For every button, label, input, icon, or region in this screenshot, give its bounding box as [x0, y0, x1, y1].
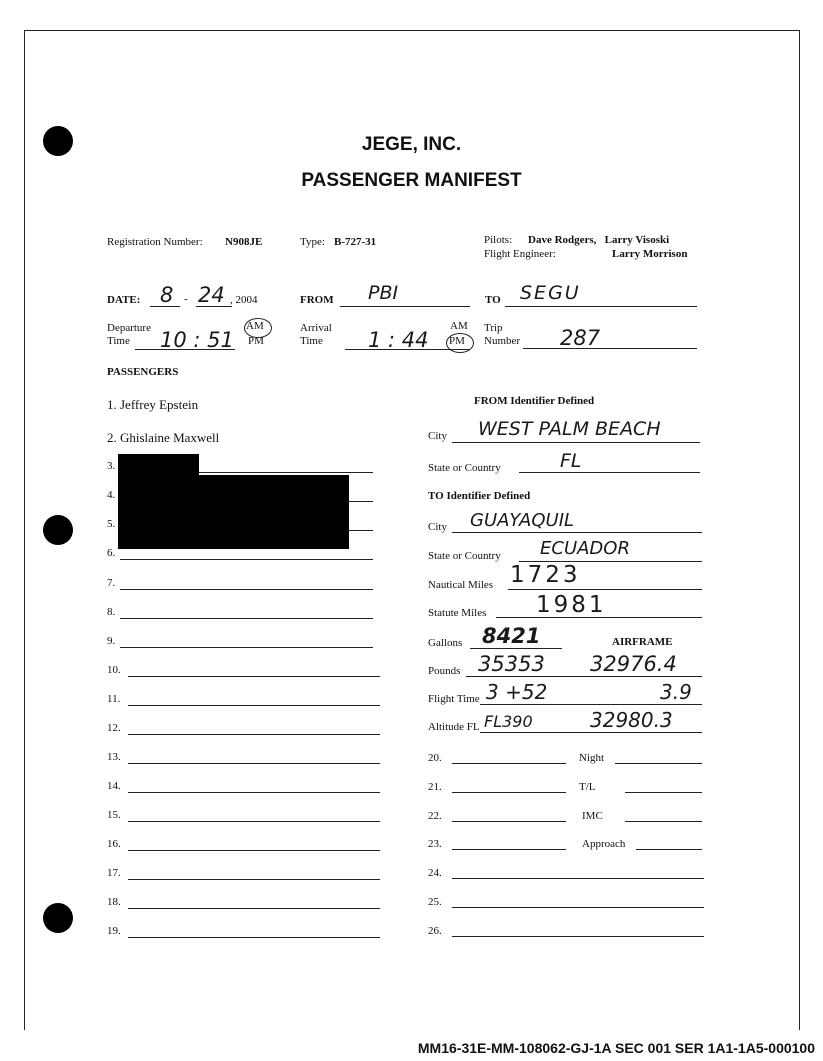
arrival-pm: PM	[449, 335, 465, 347]
trip-label: Trip	[484, 322, 503, 334]
passenger-row: 13.	[107, 751, 121, 763]
numbered-row-line	[452, 821, 566, 822]
from-city-value: WEST PALM BEACH	[478, 418, 661, 440]
date-year: , 2004	[230, 294, 258, 306]
numbered-row-line	[452, 849, 566, 850]
passenger-row: 12.	[107, 722, 121, 734]
redaction-block-1	[118, 454, 199, 476]
registration-label: Registration Number:	[107, 236, 203, 248]
passenger-row: 1. Jeffrey Epstein	[107, 397, 199, 412]
to-value: SEGU	[520, 282, 581, 304]
passenger-row: 9.	[107, 635, 116, 647]
passenger-line	[128, 879, 380, 880]
to-city-label: City	[428, 521, 447, 533]
redaction-block-2	[118, 475, 349, 549]
departure-am: AM	[246, 320, 264, 332]
punch-hole-middle	[43, 515, 73, 545]
numbered-row-label: 20.	[428, 752, 442, 764]
pilots-label: Pilots:	[484, 234, 513, 246]
passenger-row: 6.	[107, 547, 116, 559]
type-value: B-727-31	[334, 236, 377, 248]
passenger-row: 4.	[107, 489, 116, 501]
from-identifier-heading: FROM Identifier Defined	[474, 395, 595, 407]
flighttime-label: Flight Time	[428, 693, 480, 705]
numbered-row-label: 23.	[428, 838, 442, 850]
numbered-row-line	[452, 878, 704, 879]
registration-value: N908JE	[225, 236, 263, 248]
departure-value: 10 : 51	[160, 328, 234, 352]
arrival-time-label: Time	[300, 335, 323, 347]
tl-label: T/L	[579, 781, 596, 793]
statute-label: Statute Miles	[428, 607, 487, 619]
engineer-value: Larry Morrison	[612, 248, 688, 260]
passenger-row: 19.	[107, 925, 121, 937]
passenger-row: 15.	[107, 809, 121, 821]
passenger-row: 17.	[107, 867, 121, 879]
airframe-altitude-value: 32980.3	[590, 708, 673, 732]
to-city-value: GUAYAQUIL	[470, 510, 575, 531]
passenger-row: 8.	[107, 606, 116, 618]
passenger-line	[128, 763, 380, 764]
passenger-line	[128, 821, 380, 822]
numbered-row-line	[452, 792, 566, 793]
from-city-label: City	[428, 430, 447, 442]
company-name: JEGE, INC.	[361, 134, 462, 155]
approach-label: Approach	[582, 838, 626, 850]
pounds-label: Pounds	[428, 665, 461, 677]
passenger-line	[128, 908, 380, 909]
passenger-line	[128, 850, 380, 851]
trip-number-value: 287	[560, 326, 601, 350]
bates-number: MM16-31E-MM-108062-GJ-1A SEC 001 SER 1A1-1A5-000100	[417, 1040, 815, 1056]
nautical-label: Nautical Miles	[428, 579, 494, 591]
arrival-am: AM	[450, 320, 468, 332]
passenger-line	[120, 589, 373, 590]
date-label: DATE:	[107, 294, 141, 306]
nautical-value: 1723	[510, 562, 581, 588]
from-state-value: FL	[560, 450, 582, 472]
passenger-line	[120, 559, 373, 560]
date-month: 8	[160, 283, 174, 307]
passenger-row: 7.	[107, 577, 116, 589]
passenger-line	[128, 734, 380, 735]
punch-hole-bottom	[43, 903, 73, 933]
altitude-label: Altitude FL	[428, 721, 480, 733]
passenger-line	[120, 618, 373, 619]
pounds-value: 35353	[478, 652, 545, 676]
to-label: TO	[485, 294, 501, 306]
date-day: 24	[198, 283, 225, 307]
to-state-label: State or Country	[428, 550, 501, 562]
passenger-row: 14.	[107, 780, 121, 792]
night-label: Night	[579, 752, 605, 764]
passenger-line	[120, 647, 373, 648]
passenger-row: 5.	[107, 518, 116, 530]
numbered-row-line	[452, 907, 704, 908]
passenger-line	[128, 705, 380, 706]
to-state-value: ECUADOR	[540, 538, 630, 559]
gallons-value: 8421	[482, 624, 541, 648]
numbered-row-line	[452, 763, 566, 764]
pilots-value: Dave Rodgers, Larry Visoski	[528, 234, 670, 246]
passenger-row: 2. Ghislaine Maxwell	[107, 430, 220, 445]
airframe-heading: AIRFRAME	[612, 636, 673, 648]
statute-value: 1981	[536, 592, 607, 618]
departure-time-label: Time	[107, 335, 130, 347]
gallons-label: Gallons	[428, 637, 463, 649]
numbered-row-label: 25.	[428, 896, 442, 908]
from-state-label: State or Country	[428, 462, 501, 474]
type-label: Type:	[300, 236, 325, 248]
airframe-pounds-value: 32976.4	[590, 652, 677, 676]
numbered-row-label: 26.	[428, 925, 442, 937]
numbered-row-label: 22.	[428, 810, 442, 822]
date-dash: -	[184, 293, 188, 305]
passenger-row: 18.	[107, 896, 121, 908]
passengers-heading: PASSENGERS	[107, 366, 179, 378]
numbered-row-label: 24.	[428, 867, 442, 879]
passenger-line	[128, 676, 380, 677]
from-value: PBI	[368, 282, 399, 304]
numbered-row-line	[452, 936, 704, 937]
passenger-row: 3.	[107, 460, 116, 472]
arrival-value: 1 : 44	[368, 328, 429, 352]
engineer-label: Flight Engineer:	[484, 248, 556, 260]
passenger-line	[128, 792, 380, 793]
document-title: PASSENGER MANIFEST	[301, 170, 522, 191]
numbered-row-label: 21.	[428, 781, 442, 793]
arrival-label: Arrival	[300, 322, 332, 334]
passenger-line	[128, 937, 380, 938]
airframe-flighttime-value: 3.9	[660, 680, 692, 704]
altitude-value: FL390	[484, 712, 533, 731]
passenger-row: 10.	[107, 664, 121, 676]
passenger-row: 11.	[107, 693, 121, 705]
imc-label: IMC	[582, 810, 603, 822]
flighttime-value: 3 +52	[486, 680, 548, 704]
trip-number-label: Number	[484, 335, 521, 347]
from-label: FROM	[300, 294, 334, 306]
departure-label: Departure	[107, 322, 151, 334]
passenger-row: 16.	[107, 838, 121, 850]
to-identifier-heading: TO Identifier Defined	[428, 490, 531, 502]
departure-pm: PM	[248, 335, 264, 347]
